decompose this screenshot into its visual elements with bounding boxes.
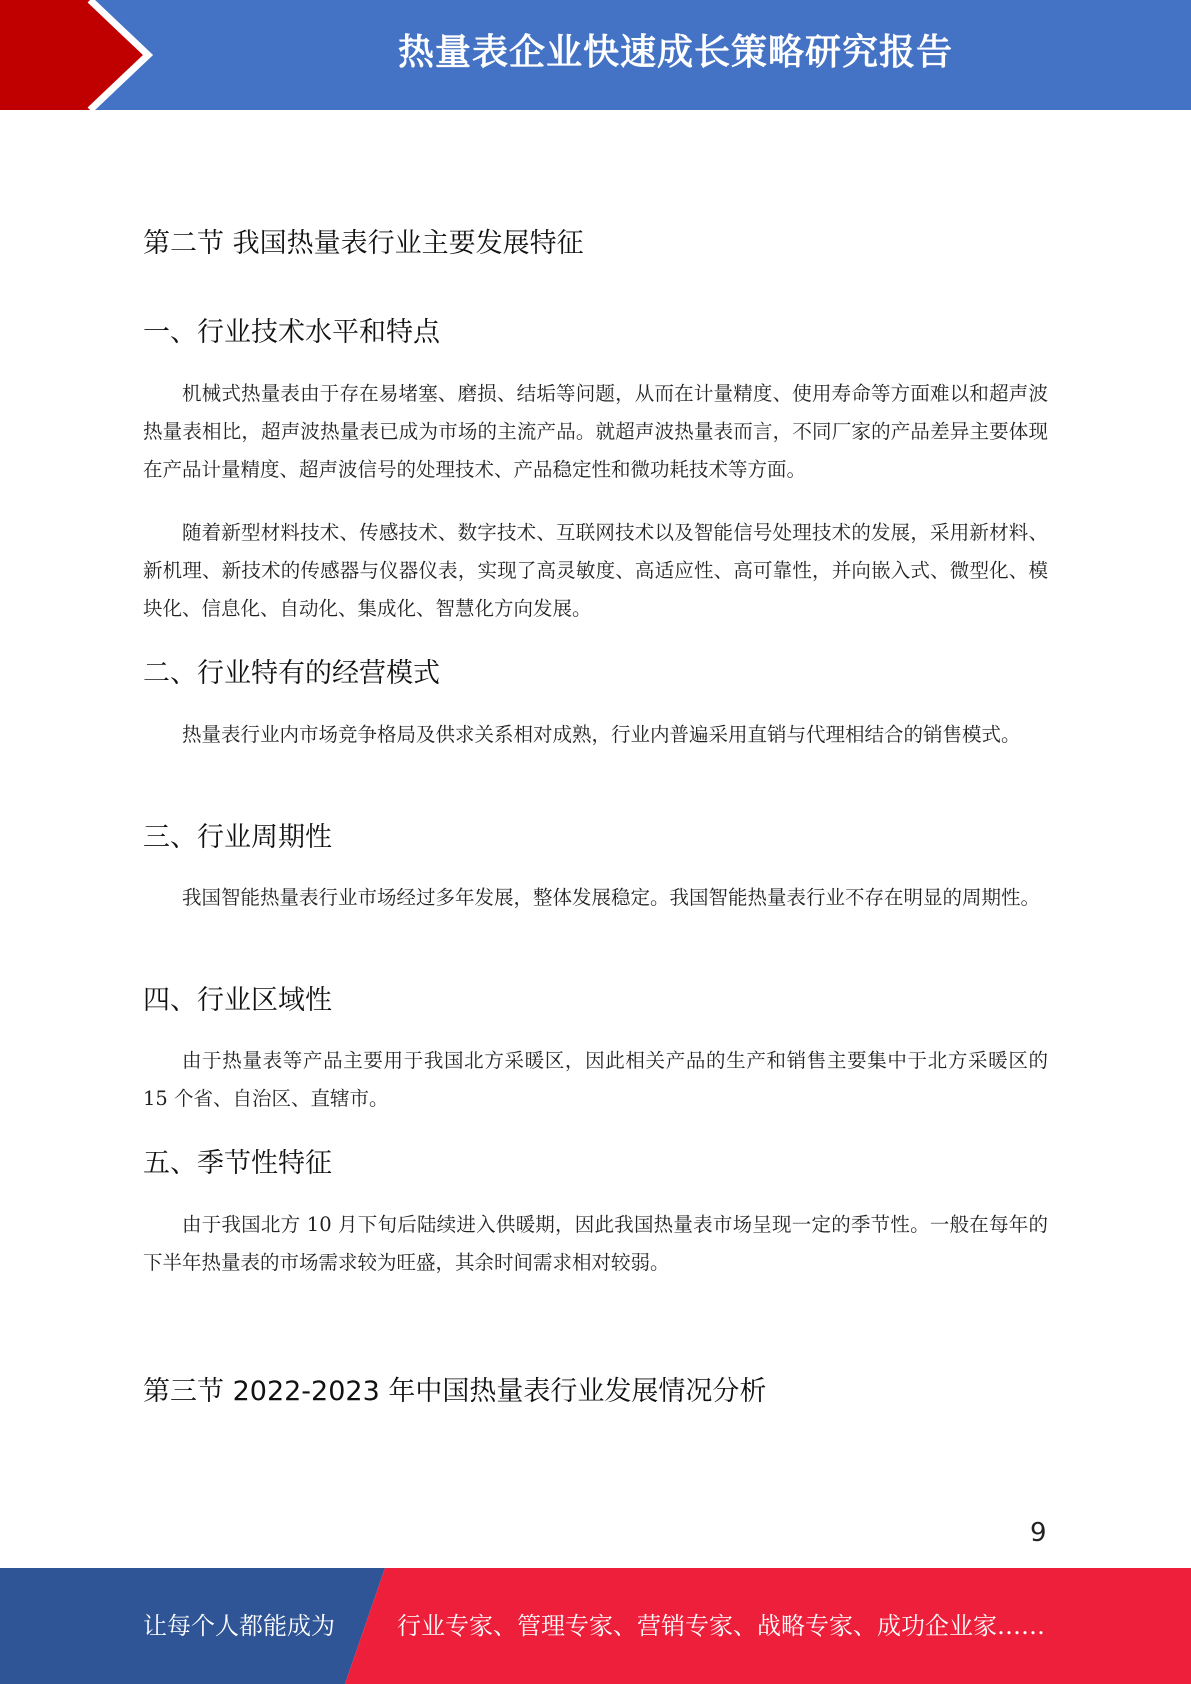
report-header-band bbox=[0, 0, 1191, 110]
subsection-3-paragraph-1: 我国智能热量表行业市场经过多年发展，整体发展稳定。我国智能热量表行业不存在明显的周期性。 bbox=[182, 886, 1041, 909]
page-number: 9 bbox=[1030, 1518, 1047, 1548]
subsection-2-title: 二、行业特有的经营模式 bbox=[143, 658, 440, 689]
subsection-3-title: 三、行业周期性 bbox=[143, 822, 332, 853]
header-red-arrow-icon bbox=[0, 0, 160, 110]
subsection-4-paragraph-1: 由于热量表等产品主要用于我国北方采暖区，因此相关产品的生产和销售主要集中于北方采暖区的 15 个省、自治区、直辖市。 bbox=[143, 1049, 1048, 1110]
subsection-2-paragraph-1: 热量表行业内市场竞争格局及供求关系相对成熟，行业内普遍采用直销与代理相结合的销售模式。 bbox=[182, 723, 1021, 746]
subsection-1-paragraph-1: 机械式热量表由于存在易堵塞、磨损、结垢等问题，从而在计量精度、使用寿命等方面难以和超声波热量表相比，超声波热量表已成为市场的主流产品。就超声波热量表而言，不同厂家的产品差异主要体现在产品计量精度、超声波信号的处理技术、产品稳定性和微功耗技术等方面。 bbox=[143, 382, 1048, 481]
section-2-title: 第二节 我国热量表行业主要发展特征 bbox=[143, 228, 584, 259]
footer-band bbox=[0, 1568, 1191, 1684]
subsection-1-paragraph-2: 随着新型材料技术、传感技术、数字技术、互联网技术以及智能信号处理技术的发展，采用新材料、新机理、新技术的传感器与仪器仪表，实现了高灵敏度、高适应性、高可靠性，并向嵌入式、微型化、模块化、信息化、自动化、集成化、智慧化方向发展。 bbox=[143, 521, 1048, 620]
section-3-title: 第三节 2022-2023 年中国热量表行业发展情况分析 bbox=[143, 1376, 767, 1407]
subsection-5-paragraph-1: 由于我国北方 10 月下旬后陆续进入供暖期，因此我国热量表市场呈现一定的季节性。一般在每年的下半年热量表的市场需求较为旺盛，其余时间需求相对较弱。 bbox=[143, 1213, 1048, 1274]
subsection-1-title: 一、行业技术水平和特点 bbox=[143, 317, 440, 348]
subsection-4-title: 四、行业区域性 bbox=[143, 985, 332, 1016]
footer-slogan-left: 让每个人都能成为 bbox=[143, 1612, 335, 1640]
subsection-5-title: 五、季节性特征 bbox=[143, 1148, 332, 1179]
report-title: 热量表企业快速成长策略研究报告 bbox=[397, 32, 953, 73]
footer-slogan-right: 行业专家、管理专家、营销专家、战略专家、成功企业家…… bbox=[397, 1612, 1045, 1640]
